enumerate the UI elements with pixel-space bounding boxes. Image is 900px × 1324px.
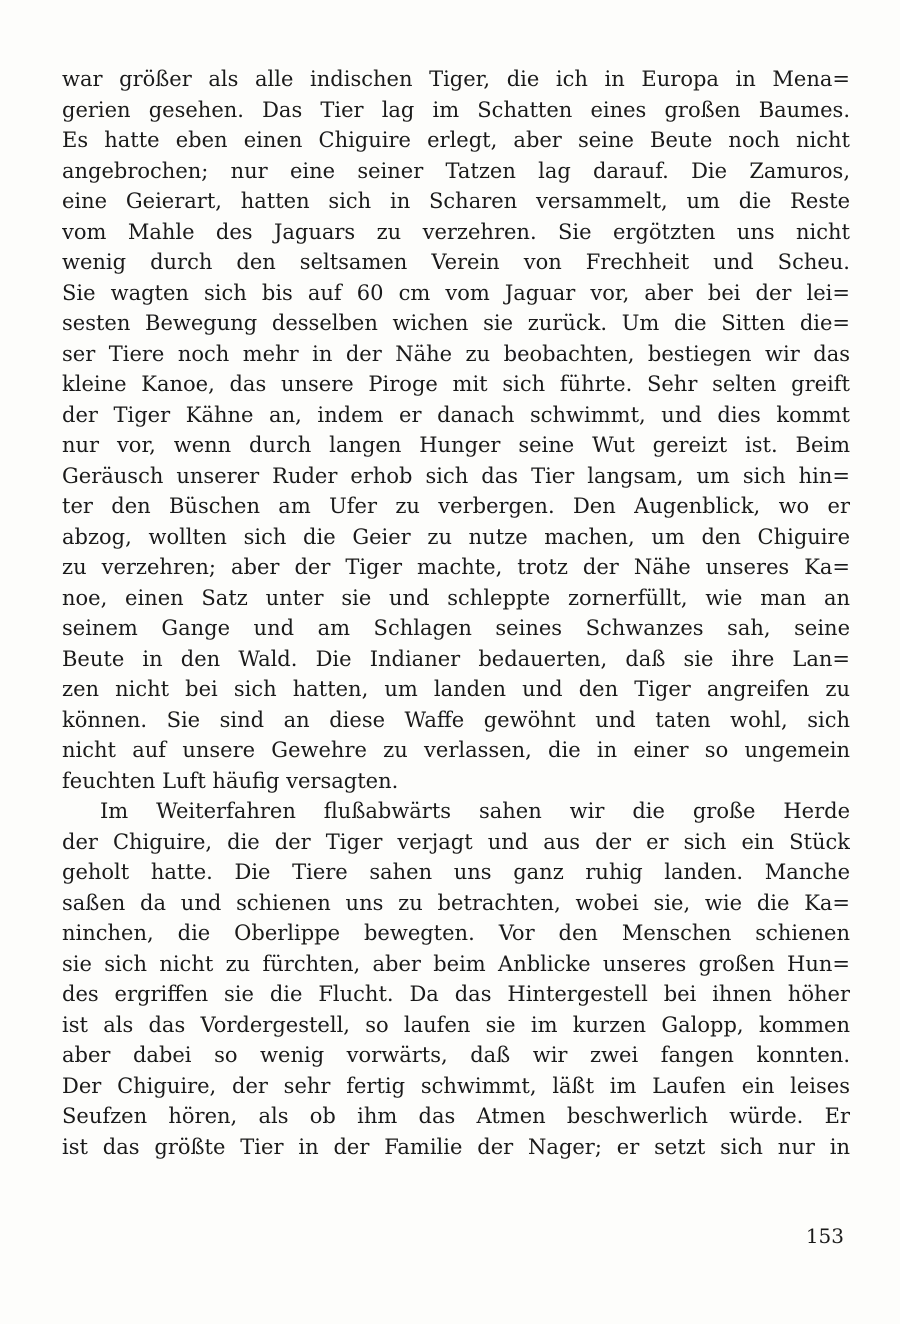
text-line: können. Sie sind an diese Waffe gewöhnt und taten wohl, sich (62, 707, 850, 732)
text-line: nur vor, wenn durch langen Hunger seine Wut gereizt ist. Beim (62, 433, 850, 457)
text-line: wenig durch den seltsamen Verein von Frechheit und Scheu. (62, 250, 850, 274)
text-line: Geräusch unserer Ruder erhob sich das Tier langsam, um sich hin= (62, 463, 850, 488)
page-number: 153 (805, 1224, 844, 1248)
text-line: noe, einen Satz unter sie und schleppte zornerfüllt, wie man an (62, 585, 850, 610)
text-line: Der Chiguire, der sehr fertig schwimmt, läßt im Laufen ein leises (62, 1073, 850, 1098)
text-line: Sie wagten sich bis auf 60 cm vom Jaguar vor, aber bei der lei= (62, 280, 850, 305)
text-line: aber dabei so wenig vorwärts, daß wir zwei fangen konnten. (62, 1043, 850, 1067)
text-line: Im Weiterfahren flußabwärts sahen wir die große Herde (100, 799, 850, 823)
text-line: kleine Kanoe, das unsere Piroge mit sich führte. Sehr selten greift (62, 372, 850, 396)
text-line: zen nicht bei sich hatten, um landen und den Tiger angreifen zu (62, 677, 850, 701)
text-line: zu verzehren; aber der Tiger machte, trotz der Nähe unseres Ka= (62, 555, 850, 579)
text-line: geholt hatte. Die Tiere sahen uns ganz ruhig landen. Manche (62, 860, 850, 884)
text-line: vom Mahle des Jaguars zu verzehren. Sie ergötzten uns nicht (62, 219, 850, 244)
paragraph-2 (62, 796, 850, 1162)
text-line: Beute in den Wald. Die Indianer bedauerten, daß sie ihre Lan= (62, 646, 850, 671)
text-line: nicht auf unsere Gewehre zu verlassen, die in einer so ungemein (62, 738, 850, 762)
text-line: feuchten Luft häufig versagten. (62, 768, 399, 793)
text-line: ist das größte Tier in der Familie der Nager; er setzt sich nur in (62, 1134, 850, 1159)
text-line: saßen da und schienen uns zu betrachten, wobei sie, wie die Ka= (62, 890, 850, 915)
text-line: Es hatte eben einen Chiguire erlegt, aber seine Beute noch nicht (62, 128, 850, 152)
text-line: ist als das Vordergestell, so laufen sie im kurzen Galopp, kommen (62, 1012, 850, 1037)
text-line: angebrochen; nur eine seiner Tatzen lag darauf. Die Zamuros, (62, 158, 850, 183)
text-line: gerien gesehen. Das Tier lag im Schatten eines großen Baumes. (62, 97, 850, 122)
text-line: der Chiguire, die der Tiger verjagt und aus der er sich ein Stück (62, 829, 850, 854)
text-line: seinem Gange und am Schlagen seines Schwanzes sah, seine (62, 616, 850, 640)
text-line: des ergriffen sie die Flucht. Da das Hintergestell bei ihnen höher (62, 982, 850, 1006)
text-line: ninchen, die Oberlippe bewegten. Vor den Menschen schienen (62, 921, 850, 945)
text-line: der Tiger Kähne an, indem er danach schwimmt, und dies kommt (62, 402, 850, 427)
text-line: sesten Bewegung desselben wichen sie zurück. Um die Sitten die= (62, 311, 850, 335)
text-line: Seufzen hören, als ob ihm das Atmen beschwerlich würde. Er (62, 1104, 850, 1128)
text-line: abzog, wollten sich die Geier zu nutze machen, um den Chiguire (62, 524, 850, 549)
body-text (62, 64, 850, 1162)
paragraph-1 (62, 64, 850, 796)
text-line: war größer als alle indischen Tiger, die ich in Europa in Mena= (62, 67, 850, 91)
text-line: ter den Büschen am Ufer zu verbergen. Den Augenblick, wo er (62, 494, 850, 518)
text-line: sie sich nicht zu fürchten, aber beim Anblicke unseres großen Hun= (62, 951, 850, 976)
text-line: ser Tiere noch mehr in der Nähe zu beobachten, bestiegen wir das (62, 341, 850, 366)
text-line: eine Geierart, hatten sich in Scharen versammelt, um die Reste (62, 189, 850, 213)
